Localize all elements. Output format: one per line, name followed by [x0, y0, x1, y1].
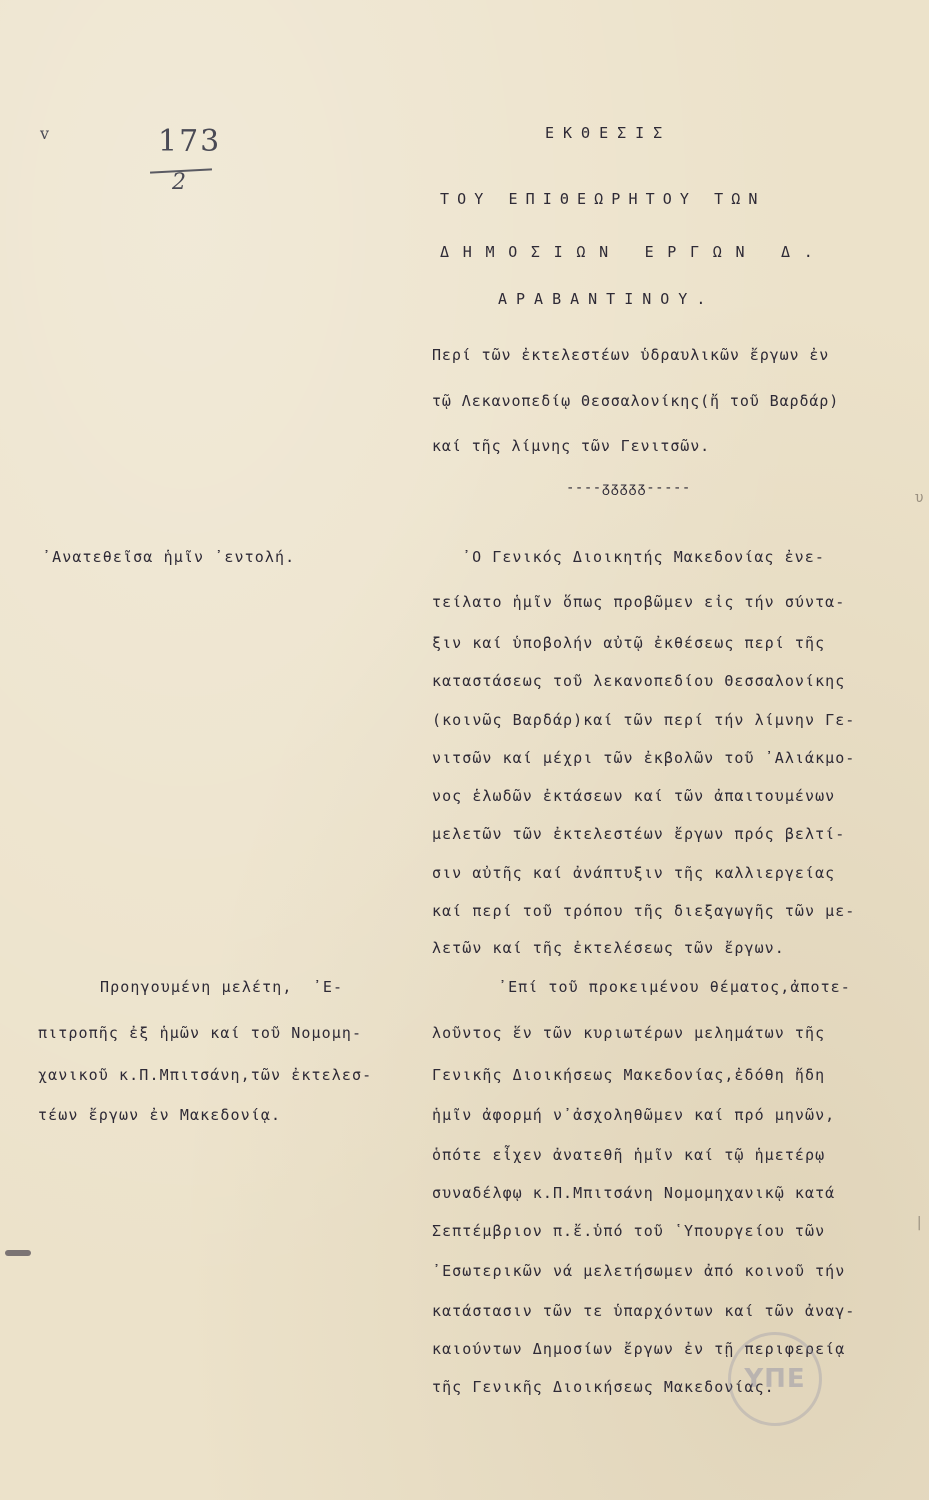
- page-number: 173: [158, 124, 222, 159]
- body-p2-line-7: Σεπτέμβριον π.ἔ.ὑπό τοῦ ῾Υπουργείου τῶν: [432, 1222, 826, 1240]
- body-p2-line-1: ᾿Επί τοῦ προκειμένου θέματος,ἀποτε-: [498, 978, 851, 996]
- subject-line-3: καί τῆς λίμνης τῶν Γενιτσῶν.: [432, 437, 711, 455]
- heading-line-1: ΕΚΘΕΣΙΣ: [545, 124, 672, 142]
- body-p2-line-8: ᾿Εσωτερικῶν νά μελετήσωμεν ἀπό κοινοῦ τήν: [432, 1262, 846, 1280]
- body-p1-line-9: σιν αὐτῆς καί ἀνάπτυξιν τῆς καλλιεργείας: [432, 864, 836, 882]
- body-p2-line-2: λοῦντος ἕν τῶν κυριωτέρων μελημάτων τῆς: [432, 1024, 826, 1042]
- body-p1-line-2: τείλατο ἡμῖν ὅπως προβῶμεν εἰς τήν σύντα-: [432, 593, 846, 611]
- body-p2-line-3: Γενικῆς Διοικήσεως Μακεδονίας,ἐδόθη ἤδη: [432, 1066, 826, 1084]
- archive-stamp-text: ΥΠΕ: [744, 1364, 806, 1394]
- body-p1-line-7: νος ἑλωδῶν ἐκτάσεων καί τῶν ἀπαιτουμένων: [432, 787, 836, 805]
- body-p2-line-9: κατάστασιν τῶν τε ὑπαρχόντων καί τῶν ἀναγ-: [432, 1302, 856, 1320]
- margin-note-previous-study-2: πιτροπῆς ἐξ ἡμῶν καί τοῦ Νομομη-: [38, 1024, 363, 1042]
- heading-line-3: ΔΗΜΟΣΙΩΝ ΕΡΓΩΝ Δ.: [440, 243, 827, 261]
- heading-line-2: ΤΟΥ ΕΠΙΘΕΩΡΗΤΟΥ ΤΩΝ: [440, 190, 766, 208]
- body-p1-line-1: ᾿Ο Γενικός Διοικητής Μακεδονίας ἐνε-: [462, 548, 825, 566]
- margin-note-mandate: ᾿Ανατεθεῖσα ἡμῖν ᾿εντολή.: [42, 548, 296, 566]
- body-p1-line-8: μελετῶν τῶν ἐκτελεστέων ἔργων πρός βελτί-: [432, 825, 846, 843]
- body-p2-line-5: ὁπότε εἶχεν ἀνατεθῆ ἡμῖν καί τῷ ἡμετέρῳ: [432, 1146, 826, 1164]
- body-p1-line-6: νιτσῶν καί μέχρι τῶν ἐκβολῶν τοῦ ᾿Αλιάκμο-: [432, 749, 856, 767]
- subject-line-1: Περί τῶν ἐκτελεστέων ὑδραυλικῶν ἔργων ἐν: [432, 346, 830, 364]
- body-p1-line-4: καταστάσεως τοῦ λεκανοπεδίου Θεσσαλονίκης: [432, 672, 846, 690]
- body-p1-line-10: καί περί τοῦ τρόπου τῆς διεξαγωγῆς τῶν με-: [432, 902, 856, 920]
- margin-tick-mark: v: [40, 124, 50, 143]
- body-p2-line-10: καιούντων Δημοσίων ἔργων ἐν τῇ περιφερείᾳ: [432, 1340, 846, 1358]
- edge-mark: |: [915, 1215, 924, 1231]
- body-p2-line-6: συναδέλφῳ κ.Π.Μπιτσάνη Νομομηχανικῷ κατά: [432, 1184, 836, 1202]
- margin-note-previous-study-1: Προηγουμένη μελέτη, ᾿Ε-: [100, 978, 344, 996]
- margin-note-previous-study-3: χανικοῦ κ.Π.Μπιτσάνη,τῶν ἐκτελεσ-: [38, 1066, 373, 1084]
- body-p2-line-4: ἡμῖν ἀφορμή ν᾿ἀσχοληθῶμεν καί πρό μηνῶν,: [432, 1106, 836, 1124]
- heading-line-4: ΑΡΑΒΑΝΤΙΝΟΥ.: [498, 290, 715, 308]
- body-p1-line-11: λετῶν καί τῆς ἐκτελέσεως τῶν ἔργων.: [432, 939, 785, 957]
- margin-note-previous-study-4: τέων ἔργων ἐν Μακεδονίᾳ.: [38, 1106, 282, 1124]
- archive-stamp: [728, 1332, 822, 1426]
- subject-line-2: τῷ Λεκανοπεδίῳ Θεσσαλονίκης(ἤ τοῦ Βαρδάρ): [432, 392, 840, 410]
- ink-smudge: [5, 1250, 31, 1256]
- body-p1-line-3: ξιν καί ὑποβολήν αὐτῷ ἐκθέσεως περί τῆς: [432, 634, 826, 652]
- body-p2-line-11: τῆς Γενικῆς Διοικήσεως Μακεδονίας.: [432, 1378, 775, 1396]
- body-p1-line-5: (κοινῶς Βαρδάρ)καί τῶν περί τήν λίμνην Γε-: [432, 711, 856, 729]
- separator-line: ----ᵹᵹᵹᵹᵹ-----: [566, 480, 691, 496]
- edge-mark: υ: [915, 490, 924, 506]
- page-sub-number: 2: [172, 170, 186, 195]
